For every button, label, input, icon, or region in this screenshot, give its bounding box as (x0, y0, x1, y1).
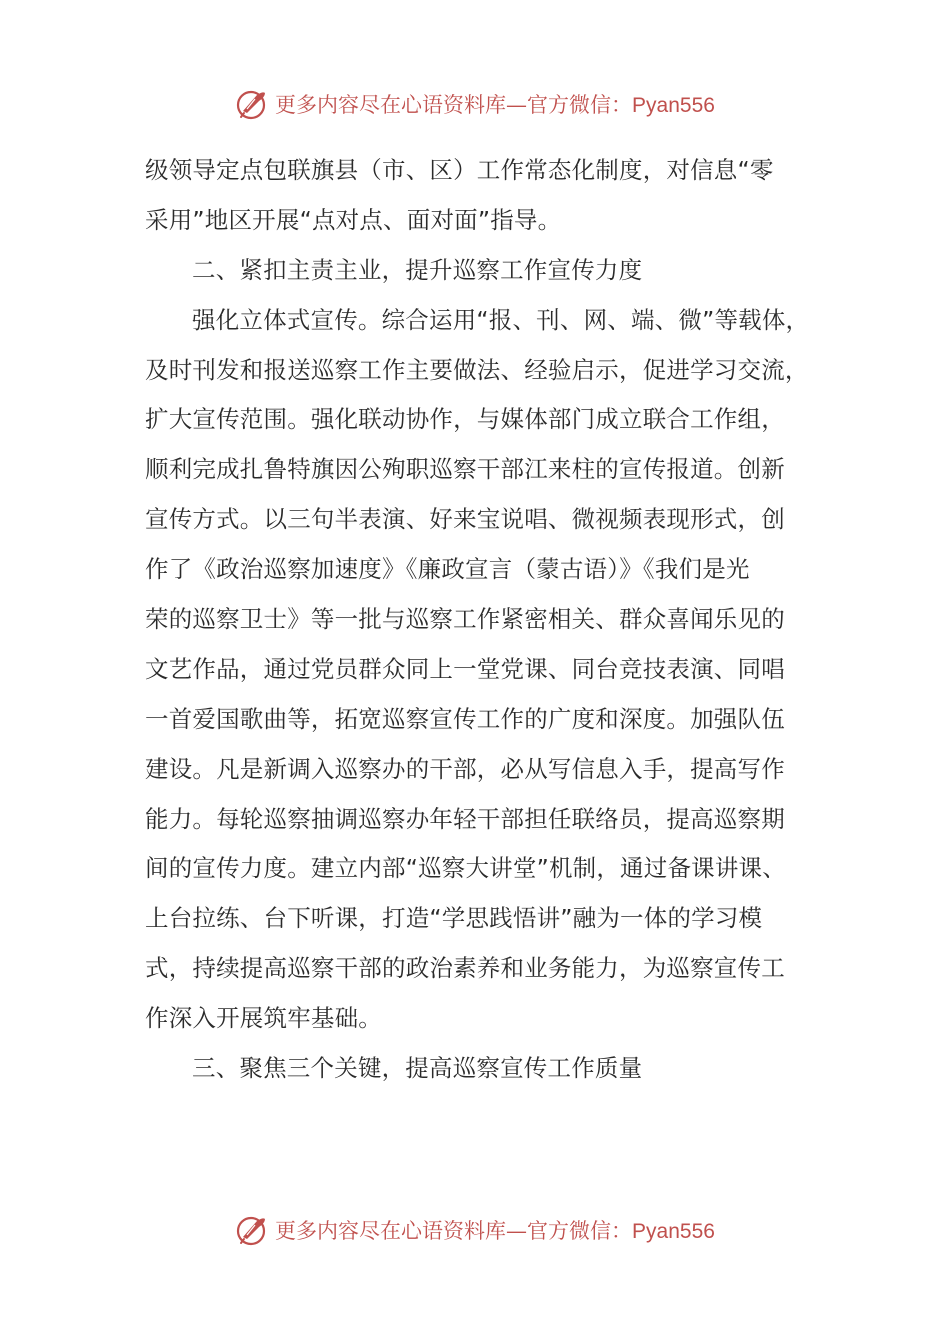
quill-pen-logo-icon (235, 1213, 269, 1247)
text-line: 宣传方式。以三句半表演、好来宝说唱、微视频表现形式，创 (145, 505, 785, 534)
text-line: 能力。每轮巡察抽调巡察办年轻干部担任联络员，提高巡察期 (145, 804, 785, 833)
text-line: 作了《政治巡察加速度》《廉政宣言（蒙古语）》《我们是光 (145, 555, 750, 584)
banner-text: 更多内容尽在心语资料库—官方微信：Pyan556 (275, 1219, 715, 1243)
footer-banner (0, 1210, 950, 1250)
text-line: 扩大宣传范围。强化联动协作，与媒体部门成立联合工作组， (145, 405, 785, 434)
banner-text: 更多内容尽在心语资料库—官方微信：Pyan556 (275, 93, 715, 117)
text-line: 及时刊发和报送巡察工作主要做法、经验启示，促进学习交流， (145, 355, 809, 384)
text-line: 一首爱国歌曲等，拓宽巡察宣传工作的广度和深度。加强队伍 (145, 704, 785, 733)
text-line: 级领导定点包联旗县（市、区）工作常态化制度，对信息“零 (145, 156, 774, 184)
text-line: 建设。凡是新调入巡察办的干部，必从写信息入手，提高写作 (145, 754, 785, 783)
wechat-id: Pyan556 (632, 1220, 715, 1243)
text-line: 强化立体式宣传。综合运用“报、刊、网、端、微”等载体， (192, 305, 810, 334)
text-line: 间的宣传力度。建立内部“巡察大讲堂”机制，通过备课讲课、 (145, 854, 786, 883)
text-line: 式，持续提高巡察干部的政治素养和业务能力，为巡察宣传工 (145, 954, 785, 983)
text-line: 采用”地区开展“点对点、面对面”指导。 (145, 205, 562, 234)
text-line: 作深入开展筑牢基础。 (145, 1004, 382, 1033)
wechat-id: Pyan556 (632, 94, 715, 117)
text-line: 荣的巡察卫士》等一批与巡察工作紧密相关、群众喜闻乐见的 (145, 605, 785, 634)
quill-pen-logo-icon (235, 87, 269, 121)
text-line: 文艺作品，通过党员群众同上一堂党课、同台竞技表演、同唱 (145, 654, 785, 683)
text-line: 顺利完成扎鲁特旗因公殉职巡察干部江来柱的宣传报道。创新 (145, 455, 785, 484)
document-body (145, 146, 817, 1094)
section-heading: 三、聚焦三个关键，提高巡察宣传工作质量 (192, 1054, 643, 1083)
header-banner (0, 84, 950, 124)
text-line: 上台拉练、台下听课，打造“学思践悟讲”融为一体的学习模 (145, 904, 763, 933)
section-heading: 二、紧扣主责主业，提升巡察工作宣传力度 (192, 255, 643, 284)
